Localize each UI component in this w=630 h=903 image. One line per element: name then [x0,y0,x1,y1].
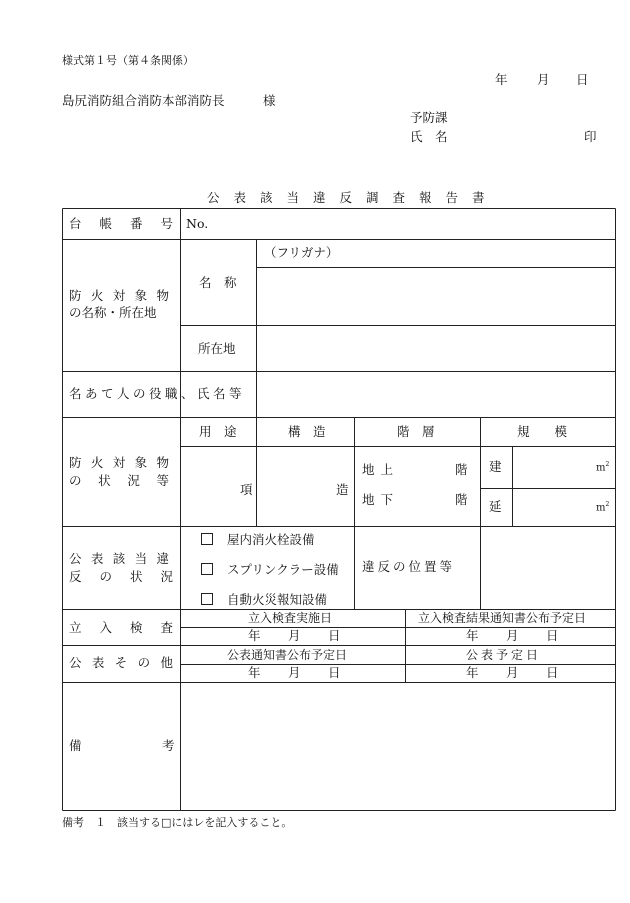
checkbox-label: 自動火災報知設備 [227,592,328,607]
label-char: 況 [160,569,173,584]
object-name-label-line2: の名称・所在地 [69,305,157,320]
structure-header: 構 造 [288,424,326,439]
label-char: 検 [129,620,143,635]
publication-notice-year: 年 [248,665,261,680]
structure-unit: 造 [336,482,349,497]
date-year-label: 年 [495,72,508,87]
label-char: 象 [134,455,148,470]
label-char: 状 [98,473,111,488]
checkbox-icon[interactable] [201,533,213,545]
below-ground-floor-unit: 階 [455,492,468,507]
area-unit-text: m [596,462,606,474]
date-month-label: 月 [537,72,550,87]
label-char: 査 [160,620,173,635]
label-char: の [99,569,112,584]
building-area-label: 建 [489,459,502,474]
label-char: 公 [69,551,82,566]
label-char: 防 [69,288,82,303]
scale-header: 規 模 [517,424,568,439]
inspection-date-month: 月 [288,628,301,643]
area-unit-text: m [596,502,606,514]
label-char: 火 [90,455,104,470]
footnote: 備考 １ 該当する□にはレを記入すること。 [62,816,293,829]
label-char: 対 [112,288,126,303]
label-char: 物 [156,455,169,470]
publication-label [69,657,173,670]
label-char: の [69,473,82,488]
object-name-label-line1 [69,290,169,303]
above-ground-label: 地上 [362,462,400,477]
form-number: 様式第１号（第４条関係） [62,54,194,67]
publication-date-month: 月 [506,665,519,680]
checkbox-item-fire-alarm[interactable] [201,593,327,607]
label-char: そ [114,655,128,670]
inspection-notice-day: 日 [546,628,559,643]
reporter-name-label: 氏 名 [410,129,448,144]
publication-notice-day: 日 [328,665,341,680]
label-char: 状 [129,569,143,584]
label-char: 物 [156,288,169,303]
violation-label-line2 [69,571,173,584]
label-char: 反 [69,569,82,584]
inspection-date-header: 立入検査実施日 [248,611,333,625]
label-char: 違 [156,551,169,566]
label-char: 象 [134,288,148,303]
inspection-notice-year: 年 [466,628,479,643]
below-ground-label: 地下 [362,492,400,507]
ledger-number-label [69,218,173,231]
label-char: 帳 [99,216,112,231]
location-label: 所在地 [198,341,236,356]
inspection-notice-header: 立入検査結果通知書公布予定日 [418,611,587,625]
label-char: 公 [69,655,82,670]
seal-mark: 印 [584,129,597,144]
label-char: 表 [90,551,104,566]
checkbox-item-sprinkler[interactable] [201,563,339,577]
publication-date-day: 日 [546,665,559,680]
floors-header: 階 層 [397,424,435,439]
remarks-label-first: 備 [69,738,82,753]
publication-date-header: 公表予定日 [466,648,542,662]
violation-location-label: 違反の位置等 [362,559,456,574]
document-title: 公表該当違反調査報告書 [207,190,499,205]
addressee-honorific: 様 [263,93,276,108]
above-ground-floor-unit: 階 [455,462,468,477]
inspection-date-day: 日 [328,628,341,643]
label-char: 立 [69,620,82,635]
addressee-title: 島尻消防組合消防本部消防長 [62,93,225,108]
inspection-notice-month: 月 [506,628,519,643]
status-label-line2 [69,475,169,488]
label-char: 火 [90,288,104,303]
violation-label-line1 [69,553,169,566]
publication-date-year: 年 [466,665,479,680]
checkbox-icon[interactable] [201,563,213,575]
usage-unit: 項 [240,482,253,497]
label-char: 他 [160,655,173,670]
checkbox-label: スプリンクラー設備 [227,562,339,577]
furigana-label: （フリガナ） [264,245,339,260]
label-char: 防 [69,455,82,470]
label-char: 況 [127,473,140,488]
label-char: 表 [91,655,105,670]
label-char: の [137,655,151,670]
addressee-label: 名あて人の役職、氏名等 [69,386,246,401]
date-day-label: 日 [576,72,589,87]
inspection-label [69,622,173,635]
label-char: 当 [134,551,148,566]
label-char: 対 [112,455,126,470]
label-char: 番 [129,216,143,231]
label-char: 入 [99,620,112,635]
name-label: 名 称 [199,275,237,290]
department-label: 予防課 [410,110,448,125]
publication-notice-month: 月 [288,665,301,680]
building-area-unit [596,462,609,473]
area-unit-sup: 2 [605,461,610,468]
inspection-date-year: 年 [248,628,261,643]
checkbox-item-indoor-hydrant[interactable] [201,533,315,547]
label-char: 等 [156,473,169,488]
usage-header: 用 途 [199,424,237,439]
area-unit-sup: 2 [605,501,610,508]
ledger-number-field[interactable]: No. [186,216,209,231]
checkbox-icon[interactable] [201,593,213,605]
total-area-label: 延 [489,499,502,514]
publication-notice-header: 公表通知書公布予定日 [227,648,348,662]
label-char: 該 [112,551,126,566]
remarks-label-last: 考 [162,738,175,753]
checkbox-label: 屋内消火栓設備 [227,532,315,547]
label-char: 台 [69,216,82,231]
total-area-unit [596,502,609,513]
label-char: 号 [160,216,173,231]
status-label-line1 [69,457,169,470]
